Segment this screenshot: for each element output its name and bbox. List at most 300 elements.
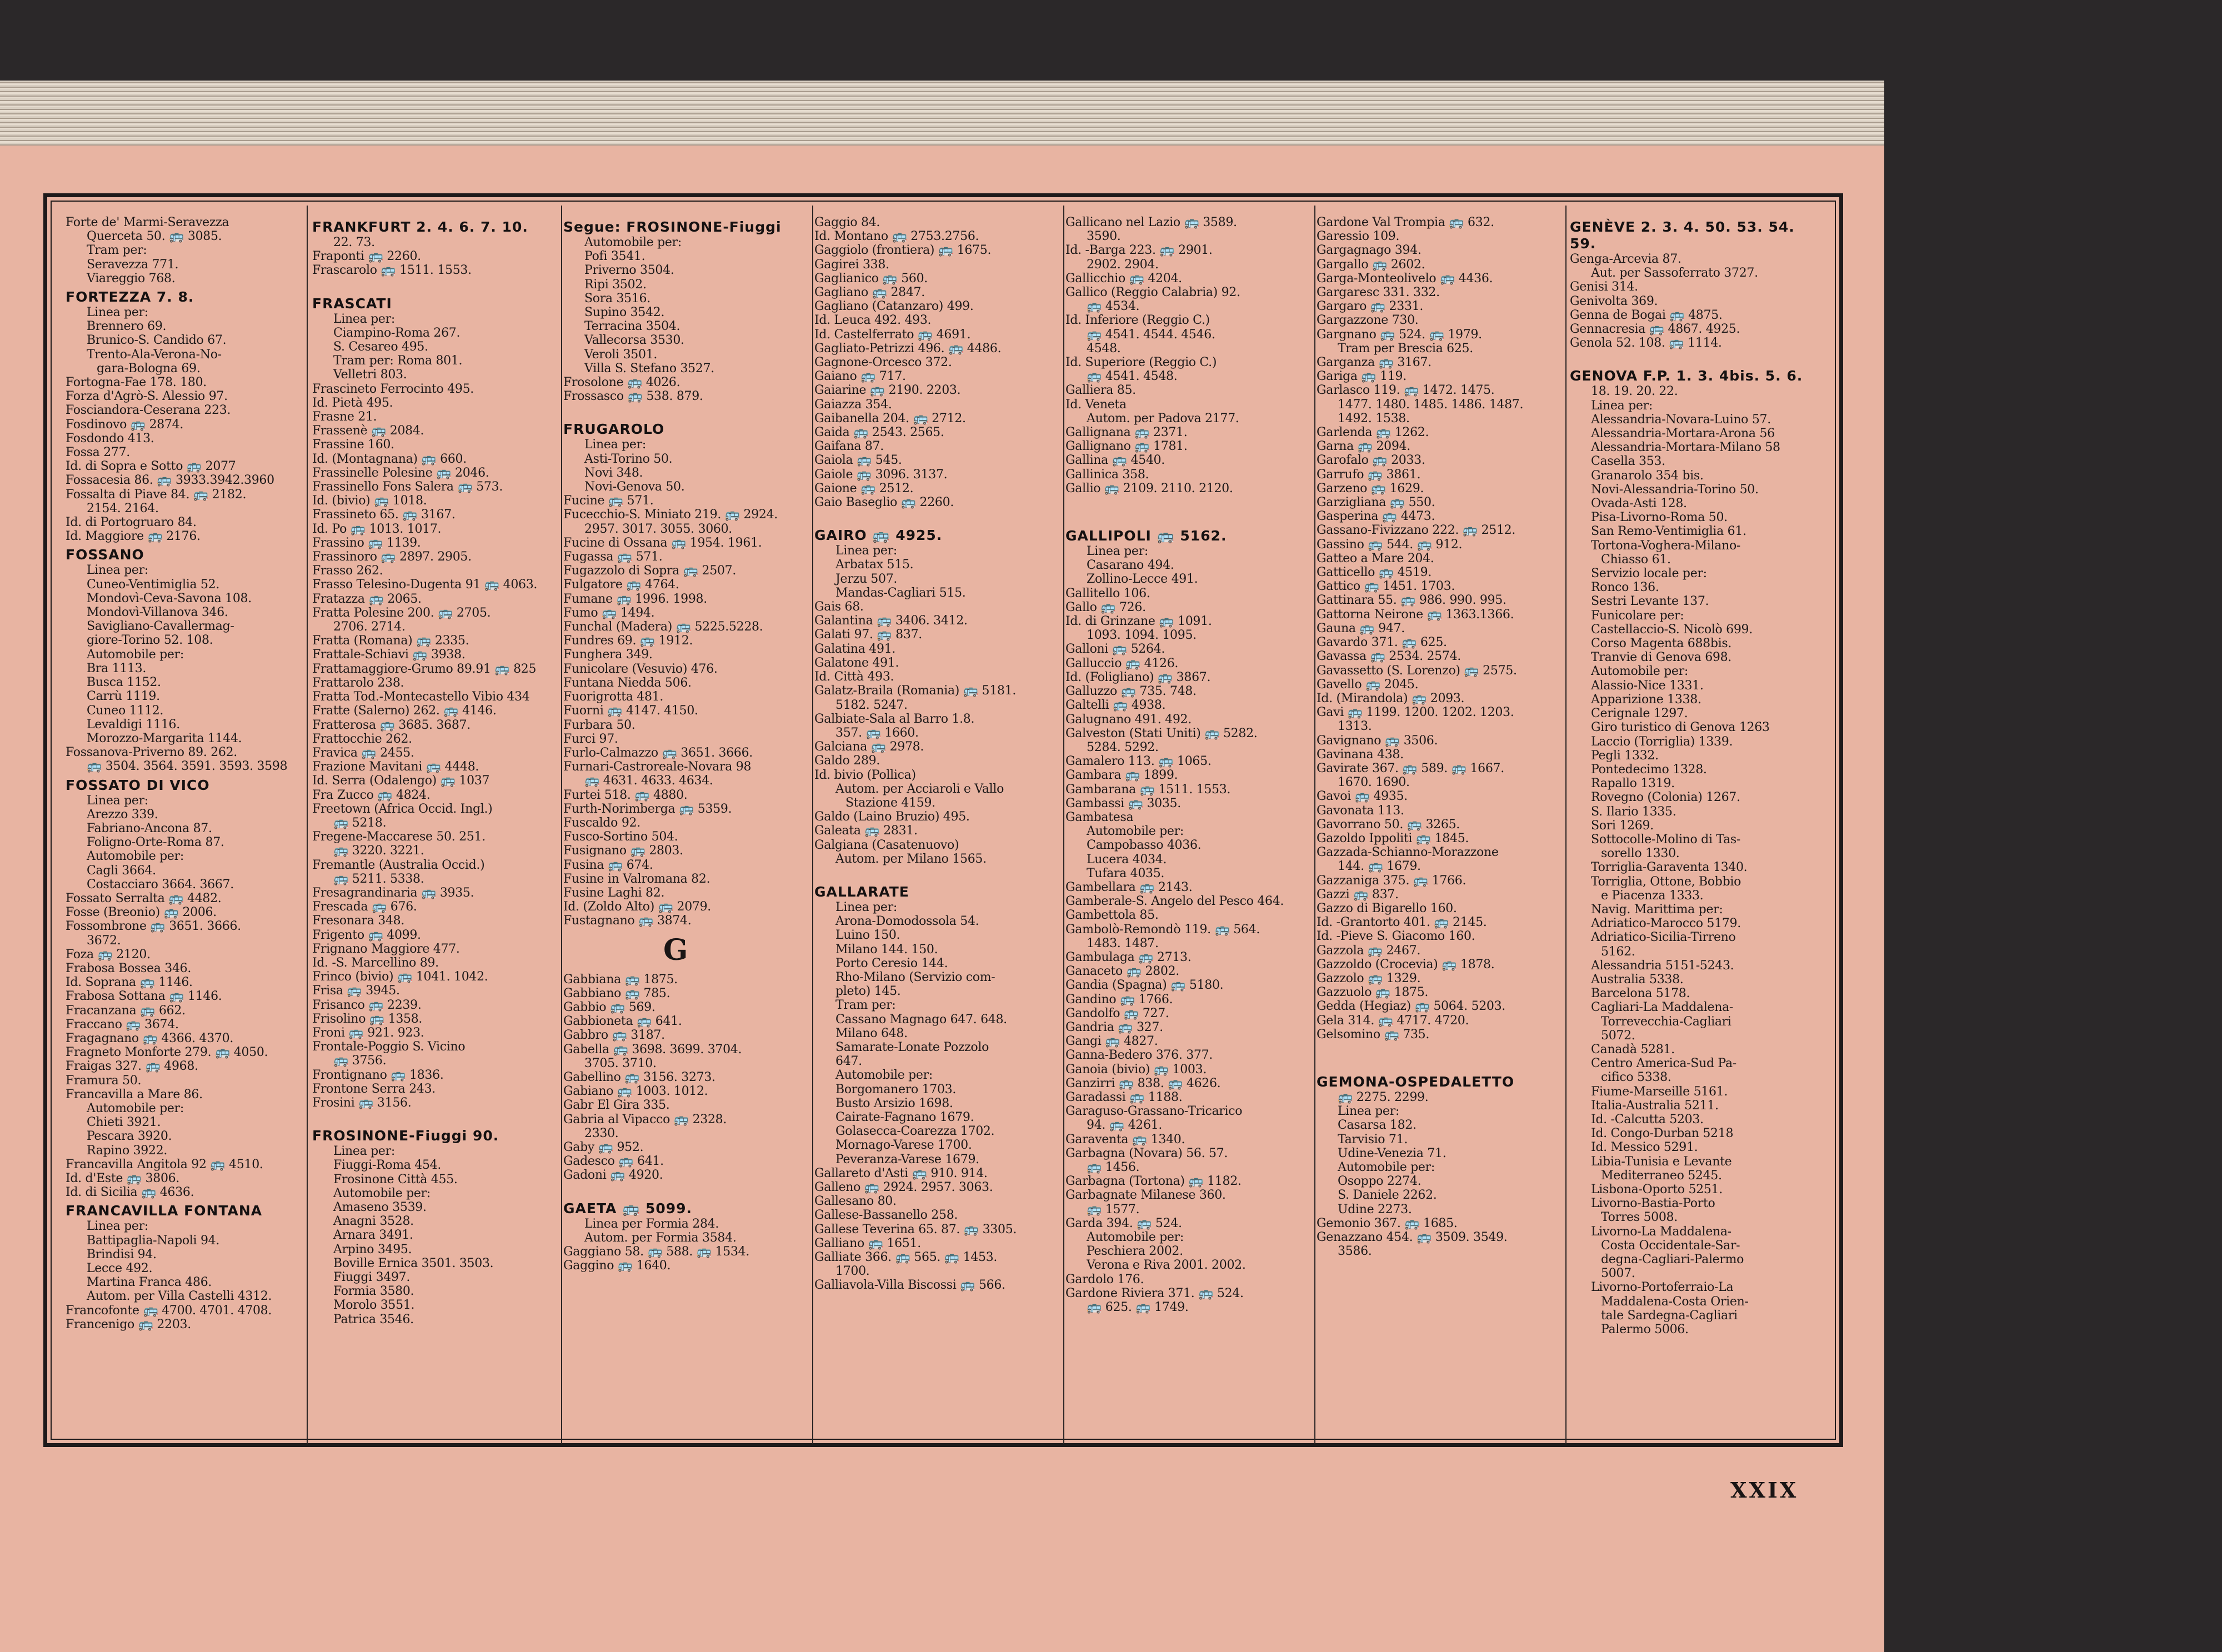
index-entry: Gazzaniga 375. 🚌 1766. (1317, 873, 1467, 888)
index-entry: Gargaresc 331. 332. (1317, 286, 1440, 300)
section-heading: FOSSANO (66, 547, 144, 563)
index-entry: Gandia (Spagna) 🚌 5180. (1065, 978, 1224, 993)
index-entry: Galliera 85. (1065, 383, 1136, 398)
sub-entry: Brindisi 94. (87, 1247, 157, 1261)
sub-entry: Giro turistico di Genova 1263 (1591, 720, 1770, 735)
index-entry: Frassineto 65. 🚌 3167. (312, 508, 456, 522)
sub-entry: Mandas-Cagliari 515. (835, 585, 966, 600)
sub-entry: Morolo 3551. (333, 1298, 415, 1313)
index-entry: Gavignano 🚌 3506. (1317, 733, 1438, 748)
sub-entry: 357. 🚌 1660. (835, 725, 919, 740)
index-entry: Garrufo 🚌 3861. (1317, 467, 1421, 482)
index-entry: Galeata 🚌 2831. (814, 824, 918, 838)
sub-entry-continued: Costa Occidentale-Sar- (1601, 1238, 1740, 1253)
index-entry: Frontone Serra 243. (312, 1082, 436, 1096)
section-heading: GENOVA F.P. 1. 3. 4bis. 5. 6. (1570, 368, 1803, 384)
sub-entry: 🚌 625. 🚌 1749. (1087, 1300, 1189, 1315)
index-entry: Freetown (Africa Occid. Ingl.) (312, 802, 493, 816)
spacer (1065, 495, 1313, 510)
index-entry: Frasne 21. (312, 410, 377, 424)
index-entry: Fraponti 🚌 2260. (312, 249, 421, 264)
sub-entry: Id. Messico 5291. (1591, 1140, 1698, 1155)
index-entry: Frisanco 🚌 2239. (312, 998, 422, 1012)
index-entry: Framura 50. (66, 1073, 142, 1088)
sub-entry: Autom. per Acciaroli e Vallo (835, 782, 1004, 796)
index-entry: Galciana 🚌 2978. (814, 740, 924, 754)
sub-entry: Pescara 3920. (87, 1129, 172, 1144)
sub-entry: Cerignale 1297. (1591, 707, 1688, 721)
sub-entry-continued: cifico 5338. (1601, 1070, 1671, 1085)
index-entry: Id. -Grantorto 401. 🚌 2145. (1317, 915, 1487, 930)
index-entry: Fra Zucco 🚌 4824. (312, 788, 431, 802)
sub-entry: 🚌 2275. 2299. (1338, 1090, 1429, 1104)
sub-entry: Cuneo 1112. (87, 703, 164, 718)
sub-entry: Jerzu 507. (835, 572, 898, 586)
index-entry: Fracanzana 🚌 662. (66, 1003, 186, 1018)
index-entry: Frascineto Ferrocinto 495. (312, 382, 474, 396)
sub-entry: Rovegno (Colonia) 1267. (1591, 790, 1740, 805)
index-entry: Gandria 🚌 327. (1065, 1020, 1163, 1034)
sub-entry: Autom. per Formia 3584. (584, 1230, 737, 1245)
sub-entry: Velletri 803. (333, 368, 407, 382)
sub-entry: Tram per: (87, 243, 147, 258)
sub-entry: Luino 150. (835, 928, 900, 943)
sub-entry: Apparizione 1338. (1591, 692, 1701, 707)
sub-entry: Arbatax 515. (835, 558, 914, 572)
index-entry: Gaio Baseglio 🚌 2260. (814, 495, 954, 510)
sub-entry: 3672. (87, 933, 121, 948)
section-heading: GAIRO 🚌 4925. (814, 527, 943, 544)
section-heading: FRANCAVILLA FONTANA (66, 1203, 263, 1219)
index-entry: Garadassi 🚌 1188. (1065, 1090, 1183, 1104)
index-entry: Garlenda 🚌 1262. (1317, 425, 1429, 440)
index-entry: Id. di Sicilia 🚌 4636. (66, 1185, 194, 1200)
sub-entry: Barcelona 5178. (1591, 987, 1690, 1001)
index-entry: Frattamaggiore-Grumo 89.91 🚌 825 (312, 662, 537, 676)
sub-entry: Patrica 3546. (333, 1312, 414, 1326)
spacer (1570, 350, 1825, 364)
sub-entry: 🚌 4541. 4548. (1087, 369, 1178, 384)
index-entry: Ganna-Bedero 376. 377. (1065, 1048, 1213, 1063)
index-entry: Ganoia (bivio) 🚌 1003. (1065, 1062, 1207, 1077)
index-entry: Gardone Val Trompia 🚌 632. (1317, 216, 1494, 229)
index-entry: Gagliato-Petrizzi 496. 🚌 4486. (814, 341, 1002, 356)
index-entry: Gabr El Gira 335. (563, 1098, 670, 1113)
sub-entry: Priverno 3504. (584, 263, 674, 278)
index-entry: Frazione Mavitani 🚌 4448. (312, 760, 479, 774)
sub-entry: Autom. per Milano 1565. (835, 852, 987, 866)
sub-entry: Automobile per: (1087, 824, 1184, 839)
index-entry: Frassino 🚌 1139. (312, 535, 421, 550)
sub-entry: Ciampino-Roma 267. (333, 326, 461, 340)
index-entry: Gaby 🚌 952. (563, 1140, 644, 1154)
index-entry: Gallesano 80. (814, 1194, 897, 1209)
sub-entry: Automobile per: (1087, 1230, 1184, 1245)
sub-entry: 2330. (584, 1126, 619, 1140)
index-entry: Gedda (Hegiaz) 🚌 5064. 5203. (1317, 999, 1506, 1014)
index-entry: Gaggino 🚌 1640. (563, 1259, 671, 1273)
index-entry: Gargaro 🚌 2331. (1317, 299, 1424, 314)
index-entry: Garzeno 🚌 1629. (1317, 481, 1424, 495)
index-entry: Garofalo 🚌 2033. (1317, 453, 1425, 468)
index-entry: Gargnano 🚌 524. 🚌 1979. (1317, 327, 1482, 342)
index-entry: Fossato Serralta 🚌 4482. (66, 891, 222, 905)
sub-entry: 1483. 1487. (1087, 936, 1159, 950)
sub-entry: Arpino 3495. (333, 1242, 412, 1256)
index-entry: Gandolfo 🚌 727. (1065, 1006, 1169, 1020)
sub-entry: Alessandria 5151-5243. (1591, 958, 1734, 973)
section-heading: FRUGAROLO (563, 421, 665, 438)
index-entry: Gaggiolo (frontiera) 🚌 1675. (814, 243, 992, 258)
sub-entry: Automobile per: (1591, 664, 1688, 679)
section-heading: GENÈVE 2. 3. 4. 50. 53. 54. 59. (1570, 219, 1795, 252)
section-heading: FOSSATO DI VICO (66, 777, 210, 793)
index-entry: Frassine 160. (312, 438, 394, 452)
sub-entry: Centro America-Sud Pa- (1591, 1057, 1736, 1071)
sub-entry: Automobile per: (584, 236, 682, 249)
sub-entry: Canadà 5281. (1591, 1042, 1675, 1057)
index-entry: Fossalta di Piave 84. 🚌 2182. (66, 487, 247, 502)
spacer (312, 1110, 559, 1124)
index-entry: Galliate 366. 🚌 565. 🚌 1453. (814, 1250, 998, 1265)
sub-entry: Porto Ceresio 144. (835, 956, 948, 970)
column-3 (563, 216, 810, 1444)
sub-entry: 🚌 3756. (333, 1054, 387, 1068)
sub-entry: 1313. (1338, 719, 1372, 734)
sub-entry: 🚌 3220. 3221. (333, 844, 424, 858)
index-entry: Furlo-Calmazzo 🚌 3651. 3666. (563, 745, 753, 760)
index-entry: Funtana Niedda 506. (563, 675, 692, 690)
sub-entry: Golasecca-Coarezza 1702. (835, 1124, 995, 1139)
sub-entry: 1093. 1094. 1095. (1087, 628, 1197, 643)
sub-entry: Rho-Milano (Servizio com- (835, 970, 995, 984)
index-entry: Funghera 349. (563, 648, 653, 662)
sub-entry: Id. -Calcutta 5203. (1591, 1112, 1704, 1127)
sub-entry: Terracina 3504. (584, 319, 680, 334)
index-entry: Gallico (Reggio Calabria) 92. (1065, 286, 1240, 300)
index-entry: Galgiana (Casatenuovo) (814, 838, 959, 852)
index-entry: Fusco-Sortino 504. (563, 830, 678, 844)
index-entry: Gela 314. 🚌 4717. 4720. (1317, 1013, 1469, 1028)
sub-entry: Pegli 1332. (1591, 748, 1659, 763)
index-entry: Frascarolo 🚌 1511. 1553. (312, 263, 472, 278)
index-entry: Gaiarine 🚌 2190. 2203. (814, 383, 961, 398)
sub-entry: Borgomanero 1703. (835, 1082, 957, 1097)
index-entry: Id. (bivio) 🚌 1018. (312, 494, 427, 508)
index-entry: Funicolare (Vesuvio) 476. (563, 662, 718, 676)
spacer (1317, 1056, 1564, 1070)
sub-entry: Verona e Riva 2001. 2002. (1087, 1258, 1246, 1273)
column-4 (814, 216, 1062, 1444)
sub-entry: Linea per: (87, 306, 148, 320)
index-entry: Fosse (Breonio) 🚌 2006. (66, 905, 217, 920)
sub-entry: Torriglia, Ottone, Bobbio (1591, 874, 1741, 889)
index-entry: Id. di Grinzane 🚌 1091. (1065, 614, 1212, 629)
sub-entry: 22. 73. (333, 236, 375, 249)
sub-entry: 🚌 4631. 4633. 4634. (584, 774, 713, 788)
sub-entry: Vallecorsa 3530. (584, 333, 684, 348)
section-heading: GALLIPOLI 🚌 5162. (1065, 528, 1227, 544)
sub-entry: Sottocolle-Molino di Tas- (1591, 832, 1741, 847)
sub-entry: Adriatico-Sicilia-Tirreno (1591, 930, 1736, 945)
index-entry: Foza 🚌 2120. (66, 947, 151, 962)
sub-entry-continued: degna-Cagliari-Palermo (1601, 1253, 1744, 1267)
index-entry: Fosciandora-Ceserana 223. (66, 403, 231, 418)
sub-entry: Torriglia-Garaventa 1340. (1591, 860, 1748, 875)
index-entry: Frignano Maggiore 477. (312, 942, 460, 956)
index-entry: Gabellino 🚌 3156. 3273. (563, 1070, 715, 1084)
sub-entry: Cagliari-La Maddalena- (1591, 1000, 1734, 1015)
index-entry: Fulgatore 🚌 4764. (563, 578, 679, 592)
sub-entry: Martina Franca 486. (87, 1275, 212, 1290)
index-entry: Gamberale-S. Angelo del Pesco 464. (1065, 894, 1284, 909)
index-entry: Gambolò-Remondò 119. 🚌 564. (1065, 922, 1260, 937)
index-entry: Gavello 🚌 2045. (1317, 677, 1419, 692)
index-entry: Frisolino 🚌 1358. (312, 1012, 423, 1026)
sub-entry: 1700. (835, 1264, 870, 1279)
index-entry: Gais 68. (814, 600, 864, 614)
index-entry: Gattorna Neirone 🚌 1363.1366. (1317, 607, 1514, 622)
index-entry: Galatz-Braila (Romania) 🚌 5181. (814, 684, 1017, 698)
sub-entry: Servizio locale per: (1591, 567, 1707, 581)
index-entry: Gadoni 🚌 4920. (563, 1168, 663, 1183)
index-entry: Id. Po 🚌 1013. 1017. (312, 522, 442, 536)
index-entry: Gadesco 🚌 641. (563, 1154, 664, 1169)
index-entry: Id. Serra (Odalengo) 🚌 1037 (312, 774, 490, 788)
section-heading: GAETA 🚌 5099. (563, 1200, 693, 1217)
index-entry: Frescada 🚌 676. (312, 900, 417, 914)
sub-entry: Chieti 3921. (87, 1115, 161, 1130)
index-entry: Gaggiano 58. 🚌 588. 🚌 1534. (563, 1245, 750, 1259)
index-entry: Fugassa 🚌 571. (563, 550, 663, 564)
index-entry: Gabria al Vipacco 🚌 2328. (563, 1112, 727, 1127)
sub-entry: S. Daniele 2262. (1338, 1188, 1437, 1203)
index-entry: Garganza 🚌 3167. (1317, 356, 1432, 370)
index-entry: Francavilla a Mare 86. (66, 1087, 203, 1102)
index-entry: Gallicano nel Lazio 🚌 3589. (1065, 216, 1237, 229)
index-entry: Garbagnate Milanese 360. (1065, 1188, 1226, 1203)
sub-entry: Ripi 3502. (584, 277, 647, 292)
index-entry: Gazzi 🚌 837. (1317, 887, 1399, 902)
sub-entry: Sori 1269. (1591, 818, 1654, 833)
spacer (563, 403, 810, 418)
sub-entry: Castellaccio-S. Nicolò 699. (1591, 622, 1753, 637)
sub-entry: Linea per: (1087, 544, 1148, 559)
sub-entry: 2706. 2714. (333, 620, 406, 634)
index-entry: Garzigliana 🚌 550. (1317, 495, 1435, 510)
index-entry: Gaggio 84. (814, 216, 880, 229)
index-entry: Gazzuolo 🚌 1875. (1317, 985, 1429, 1000)
index-entry: Gattico 🚌 1451. 1703. (1317, 579, 1455, 594)
index-entry: Gaione 🚌 2512. (814, 481, 914, 495)
index-entry: Gaglianico 🚌 560. (814, 271, 928, 286)
section-heading: FRASCATI (312, 295, 392, 312)
sub-entry: giore-Torino 52. 108. (87, 633, 213, 648)
index-entry: Ganzirri 🚌 838. 🚌 4626. (1065, 1076, 1221, 1090)
index-entry: Id. bivio (Pollica) (814, 768, 916, 782)
sub-entry: Arezzo 339. (87, 807, 158, 822)
sub-entry: Automobile per: (1338, 1160, 1435, 1174)
sub-entry: 🚌 1456. (1087, 1160, 1140, 1174)
spacer (1065, 510, 1313, 524)
index-entry: Gavinana 438. (1317, 747, 1404, 762)
index-entry: Gallio 🚌 2109. 2110. 2120. (1065, 481, 1233, 495)
index-entry: Gambellara 🚌 2143. (1065, 880, 1193, 894)
sub-entry-continued: Chiasso 61. (1601, 552, 1671, 567)
index-entry: Fraigas 327. 🚌 4968. (66, 1059, 198, 1074)
sub-entry: Supino 3542. (584, 306, 665, 320)
index-entry: Fundres 69. 🚌 1912. (563, 634, 693, 648)
sub-entry: 🚌 1577. (1087, 1202, 1140, 1217)
sub-entry: Arnara 3491. (333, 1228, 413, 1243)
sub-entry: Villa S. Stefano 3527. (584, 361, 714, 376)
sub-entry: Adriatico-Marocco 5179. (1591, 917, 1741, 931)
column-2 (312, 216, 559, 1444)
sub-entry: Campobasso 4036. (1087, 838, 1202, 853)
sub-entry: Sestri Levante 137. (1591, 594, 1709, 609)
index-entry: Galloni 🚌 5264. (1065, 642, 1165, 657)
index-entry: Fragagnano 🚌 4366. 4370. (66, 1031, 234, 1045)
index-entry: Gavoi 🚌 4935. (1317, 789, 1408, 804)
sub-entry: Tortona-Voghera-Milano- (1591, 538, 1741, 553)
index-entry: Galleno 🚌 2924. 2957. 3063. (814, 1180, 993, 1194)
sub-entry: Cagli 3664. (87, 863, 156, 878)
index-entry: Fuorni 🚌 4147. 4150. (563, 704, 698, 718)
sub-entry: Milano 144. 150. (835, 942, 938, 957)
index-entry: Gandino 🚌 1766. (1065, 992, 1173, 1007)
sub-entry: Mondovì-Villanova 346. (87, 605, 228, 620)
index-entry: Galdo (Laino Bruzio) 495. (814, 810, 970, 824)
index-entry: Furci 97. (563, 732, 618, 746)
sub-entry: Novi 348. (584, 465, 643, 480)
sub-entry: Casella 353. (1591, 454, 1665, 469)
sub-entry: Autom. per Villa Castelli 4312. (87, 1289, 272, 1304)
sub-entry: Novi-Alessandria-Torino 50. (1591, 482, 1759, 497)
index-entry: Gallo 🚌 726. (1065, 600, 1146, 614)
index-entry: Frasso 262. (312, 564, 383, 578)
index-entry: Frosini 🚌 3156. (312, 1095, 412, 1110)
index-entry: Galdo 289. (814, 754, 880, 768)
index-entry: Genga-Arcevia 87. (1570, 252, 1681, 266)
index-entry: Fossa 277. (66, 445, 130, 460)
sub-entry: Automobile per: (87, 647, 184, 662)
index-entry: Gabbiana 🚌 1875. (563, 972, 678, 987)
sub-entry: 5284. 5292. (1087, 740, 1159, 754)
index-entry: Fravica 🚌 2455. (312, 745, 414, 760)
index-entry: Frabosa Sottana 🚌 1146. (66, 989, 222, 1004)
sub-entry: Corso Magenta 688bis. (1591, 637, 1732, 651)
index-entry: Gattinara 55. 🚌 986. 990. 995. (1317, 593, 1507, 608)
index-entry: Gambulaga 🚌 2713. (1065, 950, 1192, 964)
sub-entry: 18. 19. 20. 22. (1591, 384, 1678, 399)
index-entry: Frigento 🚌 4099. (312, 928, 421, 942)
sub-entry: Alessandria-Novara-Luino 57. (1591, 412, 1771, 427)
sub-entry: Id. Congo-Durban 5218 (1591, 1127, 1734, 1141)
index-entry: Id. Inferiore (Reggio C.) (1065, 313, 1210, 328)
sub-entry: 2957. 3017. 3055. 3060. (584, 522, 733, 536)
index-entry: Fuscaldo 92. (563, 815, 640, 830)
index-entry: Gauna 🚌 947. (1317, 621, 1405, 635)
index-entry: Gennacresia 🚌 4867. 4925. (1570, 322, 1740, 337)
index-entry: Galbiate-Sala al Barro 1.8. (814, 712, 975, 726)
sub-entry: Linea per: (333, 312, 395, 326)
sub-entry: Linea per: (584, 438, 646, 452)
index-entry: Garlasco 119. 🚌 1472. 1475. (1317, 383, 1495, 398)
sub-entry: Udine 2273. (1338, 1202, 1412, 1217)
index-entry: Gallignana 🚌 2371. (1065, 425, 1188, 440)
index-entry: Fratta Polesine 200. 🚌 2705. (312, 605, 491, 620)
spacer (312, 278, 559, 292)
sub-entry: Novi-Genova 50. (584, 480, 685, 494)
sub-entry: Linea per: (835, 544, 897, 558)
index-entry: Fusine in Valromana 82. (563, 872, 710, 886)
sub-entry: Livorno-Bastia-Porto (1591, 1197, 1715, 1211)
index-entry: Id. di Portogruaro 84. (66, 515, 197, 530)
sub-entry-continued: Palermo 5006. (1601, 1323, 1689, 1337)
sub-entry: Busca 1152. (87, 675, 161, 690)
index-entry: Gambassi 🚌 3035. (1065, 796, 1181, 810)
sub-entry: Bra 1113. (87, 661, 147, 675)
sub-entry: Linea per: (1591, 398, 1653, 413)
index-entry: Furbara 50. (563, 718, 635, 732)
sub-entry-continued: sorello 1330. (1601, 847, 1680, 861)
sub-entry: Cuneo-Ventimiglia 52. (87, 577, 220, 592)
sub-entry: Granarolo 354 bis. (1591, 468, 1704, 483)
index-entry: Gavardo 371. 🚌 625. (1317, 635, 1447, 650)
sub-entry-continued: Mediterraneo 5245. (1601, 1168, 1722, 1183)
index-entry: Fustagnano 🚌 3874. (563, 914, 692, 928)
index-entry: Garga-Monteolivelo 🚌 4436. (1317, 271, 1493, 286)
column-divider (812, 206, 813, 1444)
index-entry: Galantina 🚌 3406. 3412. (814, 614, 968, 628)
sub-entry: 144. 🚌 1679. (1338, 859, 1421, 874)
index-entry: Gallese Teverina 65. 87. 🚌 3305. (814, 1222, 1017, 1237)
sub-entry: Querceta 50. 🚌 3085. (87, 229, 222, 244)
index-entry: Gallinica 358. (1065, 467, 1149, 482)
index-entry: Furth-Norimberga 🚌 5359. (563, 802, 732, 816)
sub-entry: Peschiera 2002. (1087, 1244, 1183, 1259)
sub-entry: Tranvie di Genova 698. (1591, 650, 1731, 665)
index-entry: Fresonara 348. (312, 914, 405, 928)
index-entry: Frassinello Fons Salera 🚌 573. (312, 480, 503, 494)
index-entry: Gelsomino 🚌 735. (1317, 1027, 1430, 1042)
index-entry: Id. di Sopra e Sotto 🚌 2077 (66, 459, 236, 474)
spacer (1317, 1042, 1564, 1056)
sub-entry: S. Cesareo 495. (333, 340, 428, 354)
index-entry: Gaiazza 354. (814, 397, 892, 412)
index-entry: Gavi 🚌 1199. 1200. 1202. 1203. (1317, 705, 1514, 720)
index-entry: Gavirate 367. 🚌 589. 🚌 1667. (1317, 761, 1504, 775)
sub-entry: Tufara 4035. (1087, 866, 1165, 880)
index-entry: Gaiola 🚌 545. (814, 453, 902, 468)
index-entry: Gallareto d'Asti 🚌 910. 914. (814, 1166, 988, 1180)
sub-entry: Costacciaro 3664. 3667. (87, 877, 234, 892)
index-entry: Galliano 🚌 1651. (814, 1236, 921, 1250)
index-entry: Id. (Montagnana) 🚌 660. (312, 452, 467, 466)
index-entry: Garbagna (Novara) 56. 57. (1065, 1146, 1228, 1160)
sub-entry: Automobile per: (333, 1186, 431, 1200)
sub-entry: San Remo-Ventimiglia 61. (1591, 524, 1746, 539)
index-entry: Gambatesa (1065, 810, 1134, 824)
index-entry: Gagliano (Catanzaro) 499. (814, 299, 974, 314)
sub-entry: Mornago-Varese 1700. (835, 1138, 972, 1153)
index-entry: Fratazza 🚌 2065. (312, 592, 422, 606)
index-entry: Genivolta 369. (1570, 294, 1658, 308)
index-entry: Gargazzone 730. (1317, 313, 1419, 328)
index-entry: Gagnone-Orcesco 372. (814, 356, 952, 370)
index-entry: Gardone Riviera 371. 🚌 524. (1065, 1286, 1244, 1300)
index-entry: Gallina 🚌 4540. (1065, 453, 1165, 468)
